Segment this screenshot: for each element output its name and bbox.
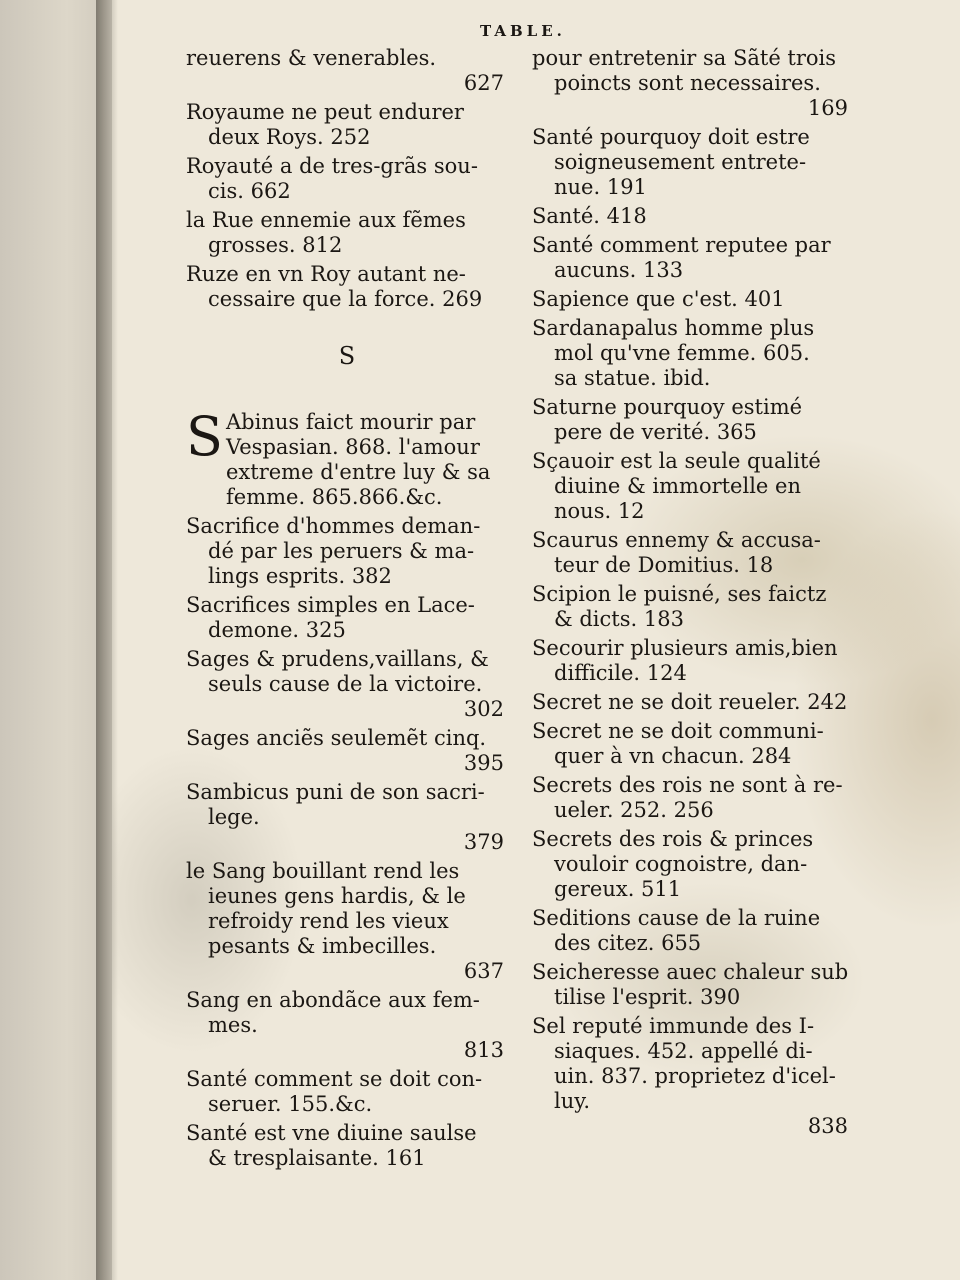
entry-line: la Rue ennemie aux fẽmes [186, 208, 466, 232]
entry-line: lings esprits. 382 [208, 564, 392, 588]
entry-line: 838 [807, 1114, 848, 1138]
index-entry [186, 726, 508, 776]
entry-line: Saturne pourquoy estimé [532, 395, 803, 419]
entry-line: & dicts. 183 [554, 607, 684, 631]
entry-line: Seditions cause de la ruine [532, 906, 821, 930]
entry-line: uin. 837. proprietez d'icel- [554, 1064, 836, 1088]
entry-line: mes. [208, 1013, 258, 1037]
index-entry [532, 906, 852, 956]
entry-line: aucuns. 133 [554, 258, 684, 282]
entry-line: soigneusement entrete- [554, 150, 807, 174]
entry-line: reuerens & venerables. [186, 46, 437, 70]
dropcap-entry [186, 405, 508, 510]
entry-line: Santé comment reputee par [532, 233, 831, 257]
left-top-entries [186, 46, 508, 312]
entry-line: sa statue. ibid. [554, 366, 711, 390]
index-entry [532, 46, 852, 121]
entry-line: pour entretenir sa Sãté trois [532, 46, 837, 70]
entry-line: Sardanapalus homme plus [532, 316, 815, 340]
entry-line: lege. [208, 805, 260, 829]
entry-line: grosses. 812 [208, 233, 343, 257]
entry-line: extreme d'entre luy & sa [226, 460, 491, 484]
entry-line: le Sang bouillant rend les [186, 859, 460, 883]
entry-line: des citez. 655 [554, 931, 702, 955]
entry-line: Secrets des rois ne sont à re- [532, 773, 843, 797]
index-entry [532, 125, 852, 200]
entry-line: vouloir cognoistre, dan- [554, 852, 808, 876]
index-entry [186, 593, 508, 643]
entry-line: ieunes gens hardis, & le [208, 884, 466, 908]
index-entry [186, 100, 508, 150]
entry-line: demone. 325 [208, 618, 346, 642]
entry-line: dé par les peruers & ma- [208, 539, 475, 563]
entry-line: refroidy rend les vieux [208, 909, 449, 933]
running-head: TABLE. [480, 22, 566, 40]
entry-line: quer à vn chacun. 284 [554, 744, 792, 768]
entry-line: Sel reputé immunde des I- [532, 1014, 815, 1038]
left-column [186, 46, 508, 1175]
entry-line: Santé comment se doit con- [186, 1067, 483, 1091]
entry-line: Secourir plusieurs amis,bien [532, 636, 838, 660]
entry-line: 813 [463, 1038, 504, 1062]
index-entry [532, 773, 852, 823]
index-entry [532, 827, 852, 902]
entry-line: 302 [463, 697, 504, 721]
index-entry [532, 582, 852, 632]
entry-line: cis. 662 [208, 179, 291, 203]
entry-line: Santé. 418 [532, 204, 647, 228]
index-entry [186, 262, 508, 312]
entry-line: Ruze en vn Roy autant ne- [186, 262, 466, 286]
entry-line: seruer. 155.&c. [208, 1092, 373, 1116]
entry-line: Secret ne se doit communi- [532, 719, 824, 743]
entry-line: 169 [807, 96, 848, 120]
index-entry [186, 208, 508, 258]
index-entry [186, 1067, 508, 1117]
index-entry [186, 46, 508, 96]
index-entry [532, 316, 852, 391]
index-entry [186, 154, 508, 204]
right-entries [532, 46, 852, 1139]
entry-line: Vespasian. 868. l'amour [226, 435, 480, 459]
index-entry [532, 719, 852, 769]
entry-line: Santé pourquoy doit estre [532, 125, 810, 149]
index-entry [532, 449, 852, 524]
binding-shadow [96, 0, 118, 1280]
index-entry [186, 1121, 508, 1171]
index-entry [186, 988, 508, 1063]
entry-line: nous. 12 [554, 499, 645, 523]
entry-line: Abinus faict mourir par [226, 410, 476, 434]
index-entry [532, 636, 852, 686]
entry-line: 637 [463, 959, 504, 983]
entry-line: difficile. 124 [554, 661, 687, 685]
index-entry [186, 859, 508, 984]
entry-line: Royauté a de tres-grãs sou- [186, 154, 478, 178]
entry-line: poincts sont necessaires. [554, 71, 821, 95]
entry-line: pere de verité. 365 [554, 420, 757, 444]
index-entry [532, 233, 852, 283]
index-entry [532, 528, 852, 578]
section-letter: S [338, 342, 356, 370]
right-column [532, 46, 852, 1143]
entry-line: Santé est vne diuine saulse [186, 1121, 477, 1145]
index-entry [532, 204, 852, 229]
entry-line: gereux. 511 [554, 877, 682, 901]
entry-line: Sages anciẽs seulemẽt cinq. [186, 726, 487, 750]
entry-line: cessaire que la force. 269 [208, 287, 483, 311]
entry-line: tilise l'esprit. 390 [554, 985, 741, 1009]
entry-line: seuls cause de la victoire. [208, 672, 483, 696]
entry-line: pesants & imbecilles. [208, 934, 437, 958]
entry-line: 627 [463, 71, 504, 95]
index-entry [532, 690, 852, 715]
entry-line: & tresplaisante. 161 [208, 1146, 426, 1170]
entry-line: diuine & immortelle en [554, 474, 801, 498]
entry-line: 379 [463, 830, 504, 854]
entry-line: siaques. 452. appellé di- [554, 1039, 813, 1063]
entry-line: Sacrifices simples en Lace- [186, 593, 475, 617]
entry-line: mol qu'vne femme. 605. [554, 341, 810, 365]
entry-line: Sambicus puni de son sacri- [186, 780, 485, 804]
entry-line: deux Roys. 252 [208, 125, 371, 149]
entry-line: Royaume ne peut endurer [186, 100, 464, 124]
entry-line: femme. 865.866.&c. [226, 485, 443, 509]
index-entry [186, 780, 508, 855]
entry-line: Sang en abondãce aux fem- [186, 988, 480, 1012]
index-entry [186, 647, 508, 722]
index-entry [532, 287, 852, 312]
entry-line: Seicheresse auec chaleur sub [532, 960, 849, 984]
entry-line: teur de Domitius. 18 [554, 553, 774, 577]
entry-line: 395 [463, 751, 504, 775]
left-main-entries [186, 514, 508, 1171]
entry-line: luy. [554, 1089, 590, 1113]
entry-line: Scipion le puisné, ses faictz [532, 582, 827, 606]
entry-line: Scaurus ennemy & accusa- [532, 528, 821, 552]
index-entry [532, 960, 852, 1010]
entry-line: Secrets des rois & princes [532, 827, 814, 851]
index-entry [532, 1014, 852, 1139]
entry-line: Sçauoir est la seule qualité [532, 449, 821, 473]
index-entry [532, 395, 852, 445]
drop-cap-letter: S [186, 405, 223, 468]
entry-line: Sacrifice d'hommes deman- [186, 514, 481, 538]
entry-line: Sages & prudens,vaillans, & [186, 647, 489, 671]
entry-line: Sapience que c'est. 401 [532, 287, 785, 311]
entry-line: Secret ne se doit reueler. 242 [532, 690, 848, 714]
entry-line: nue. 191 [554, 175, 647, 199]
index-entry [186, 514, 508, 589]
entry-line: ueler. 252. 256 [554, 798, 714, 822]
